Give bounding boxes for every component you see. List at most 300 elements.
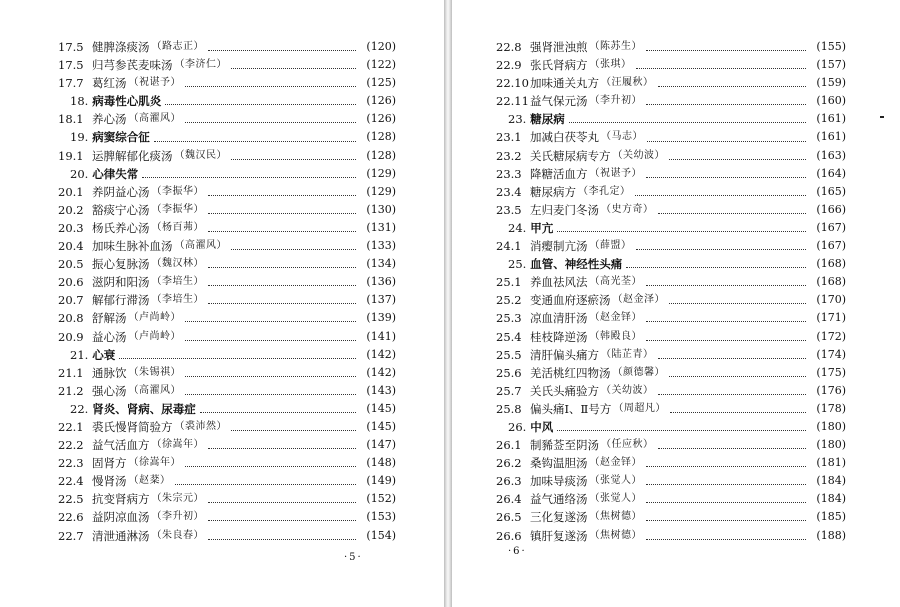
entry-author: （赵金泽） — [612, 294, 665, 306]
dot-leader — [185, 375, 356, 377]
entry-number: 25.2 — [496, 293, 522, 308]
entry-author: （赵金铎） — [589, 457, 642, 469]
entry-page-number: (180) — [816, 419, 846, 433]
entry-page-number: (137) — [366, 293, 396, 307]
entry-author: （李振华） — [151, 203, 204, 215]
entry-title: 甲亢 — [530, 220, 554, 235]
toc-section-heading[interactable] — [58, 400, 396, 418]
dot-leader — [185, 393, 356, 395]
entry-page-number: (139) — [366, 311, 396, 325]
toc-entry[interactable] — [58, 147, 396, 165]
entry-author: （卢尚岭） — [128, 330, 181, 342]
dot-leader — [208, 519, 356, 521]
entry-number: 22.4 — [58, 474, 84, 489]
entry-page-number: (167) — [816, 239, 846, 253]
entry-number: 20.8 — [58, 311, 84, 326]
dot-leader — [208, 230, 356, 232]
entry-title: 中风 — [530, 419, 554, 434]
dot-leader — [670, 411, 806, 413]
dot-leader — [208, 266, 356, 268]
entry-number: 22.9 — [496, 58, 522, 73]
entry-title: 益气保元汤 — [530, 94, 588, 109]
entry-title: 变通血府逐瘀汤 — [530, 293, 611, 308]
entry-author: （朱宗元） — [151, 493, 204, 505]
entry-number: 21.1 — [58, 365, 84, 380]
entry-number: 20.2 — [58, 202, 84, 217]
entry-number: 20.6 — [58, 275, 84, 290]
entry-number: 23.5 — [496, 202, 522, 217]
entry-page-number: (145) — [366, 419, 396, 433]
toc-entry[interactable] — [58, 273, 396, 291]
entry-title: 加味通关丸方 — [530, 76, 599, 91]
entry-title: 豁痰宁心汤 — [92, 202, 150, 217]
entry-number: 21.2 — [58, 383, 84, 398]
entry-title: 益心汤 — [92, 329, 127, 344]
entry-title: 运脾解郁化痰汤 — [92, 148, 173, 163]
entry-author: （周超凡） — [613, 402, 666, 414]
entry-title: 镇肝复遂汤 — [530, 528, 588, 543]
entry-page-number: (188) — [816, 528, 846, 542]
entry-page-number: (159) — [816, 76, 846, 90]
entry-author: （薛盟） — [589, 240, 632, 252]
entry-author: （卢尚岭） — [128, 312, 181, 324]
dot-leader — [646, 538, 806, 540]
toc-entry[interactable] — [58, 309, 396, 327]
entry-title: 左归麦门冬汤 — [530, 202, 599, 217]
entry-page-number: (168) — [816, 257, 846, 271]
toc-section-heading[interactable] — [58, 346, 396, 364]
entry-title: 益气通络汤 — [530, 492, 588, 507]
entry-title: 桂枝降逆汤 — [530, 329, 588, 344]
entry-number: 22.11 — [496, 94, 529, 109]
dot-leader — [231, 248, 356, 250]
dot-leader — [636, 67, 807, 69]
entry-page-number: (180) — [816, 438, 846, 452]
toc-entry[interactable] — [58, 436, 396, 454]
entry-page-number: (142) — [366, 347, 396, 361]
entry-title: 偏头痛Ⅰ、Ⅱ号方 — [530, 401, 612, 416]
toc-entry[interactable] — [496, 490, 846, 508]
entry-title: 病窦综合征 — [92, 130, 150, 145]
dot-leader — [185, 339, 356, 341]
dot-leader — [646, 320, 806, 322]
entry-page-number: (178) — [816, 401, 846, 415]
page-number: ·5· — [344, 552, 363, 563]
dot-leader — [658, 85, 807, 87]
entry-page-number: (176) — [816, 383, 846, 397]
entry-number: 22. — [70, 401, 89, 416]
entry-number: 25.8 — [496, 401, 522, 416]
toc-entry[interactable] — [58, 201, 396, 219]
toc-entry[interactable] — [58, 328, 396, 346]
dot-leader — [646, 103, 806, 105]
entry-number: 22.8 — [496, 40, 522, 54]
entry-title: 肾炎、肾病、尿毒症 — [92, 401, 196, 416]
entry-page-number: (128) — [366, 148, 396, 162]
toc-entry[interactable] — [58, 291, 396, 309]
entry-title: 糖尿病方 — [530, 184, 576, 199]
entry-number: 25. — [508, 257, 527, 272]
dot-leader — [185, 320, 356, 322]
dot-leader — [647, 140, 806, 142]
dot-leader — [669, 158, 806, 160]
entry-number: 25.5 — [496, 347, 522, 362]
entry-author: （赵金铎） — [589, 312, 642, 324]
entry-author: （高濯风） — [128, 113, 181, 125]
dot-leader — [646, 176, 806, 178]
entry-page-number: (167) — [816, 220, 846, 234]
dot-leader — [200, 411, 356, 413]
stray-mark — [880, 116, 884, 118]
dot-leader — [154, 140, 356, 142]
entry-number: 23.3 — [496, 166, 522, 181]
entry-page-number: (161) — [816, 130, 846, 144]
dot-leader — [208, 194, 356, 196]
entry-title: 关氏糖尿病专方 — [530, 148, 611, 163]
toc-list-left — [58, 38, 396, 545]
toc-entry[interactable] — [496, 92, 846, 110]
toc-entry[interactable] — [496, 364, 846, 382]
dot-leader — [208, 302, 356, 304]
entry-page-number: (122) — [366, 58, 396, 72]
toc-entry[interactable] — [496, 183, 846, 201]
dot-leader — [646, 483, 806, 485]
entry-page-number: (171) — [816, 311, 846, 325]
entry-author: （颜德馨） — [612, 366, 665, 378]
toc-entry[interactable] — [496, 454, 846, 472]
entry-number: 26.5 — [496, 510, 522, 525]
entry-number: 23. — [508, 112, 527, 127]
entry-author: （李振华） — [151, 185, 204, 197]
dot-leader — [231, 429, 356, 431]
toc-list-right — [496, 38, 846, 545]
entry-author: （任应秋） — [601, 439, 654, 451]
entry-number: 20.3 — [58, 220, 84, 235]
toc-entry[interactable] — [58, 364, 396, 382]
entry-author: （韩殿良） — [589, 330, 642, 342]
entry-number: 26.2 — [496, 456, 522, 471]
dot-leader — [658, 212, 807, 214]
entry-title: 养阴益心汤 — [92, 184, 150, 199]
entry-number: 18. — [70, 94, 89, 109]
entry-title: 养心汤 — [92, 112, 127, 127]
entry-number: 20.4 — [58, 239, 84, 254]
dot-leader — [119, 357, 356, 359]
dot-leader — [208, 538, 356, 540]
entry-title: 桑钩温胆汤 — [530, 456, 588, 471]
entry-author: （徐嵩年） — [128, 457, 181, 469]
toc-entry[interactable] — [496, 74, 846, 92]
toc-entry[interactable] — [58, 110, 396, 128]
entry-number: 17.5 — [58, 40, 84, 54]
entry-title: 凉血清肝汤 — [530, 311, 588, 326]
entry-page-number: (165) — [816, 184, 846, 198]
entry-number: 26.4 — [496, 492, 522, 507]
toc-entry[interactable] — [496, 346, 846, 364]
entry-number: 26. — [508, 419, 527, 434]
toc-entry[interactable] — [496, 472, 846, 490]
toc-entry[interactable] — [496, 201, 846, 219]
toc-entry[interactable] — [496, 165, 846, 183]
entry-number: 17.7 — [58, 76, 84, 91]
entry-author: （祝谌予） — [589, 167, 642, 179]
entry-author: （陈苏生） — [589, 41, 642, 52]
toc-entry[interactable] — [58, 508, 396, 526]
entry-number: 20.7 — [58, 293, 84, 308]
entry-title: 振心复脉汤 — [92, 257, 150, 272]
entry-page-number: (164) — [816, 166, 846, 180]
entry-title: 心衰 — [92, 347, 116, 362]
dot-leader — [646, 339, 806, 341]
dot-leader — [658, 357, 807, 359]
toc-entry[interactable] — [58, 38, 396, 56]
dot-leader — [636, 248, 807, 250]
entry-title: 通脉饮 — [92, 365, 127, 380]
entry-title: 强肾泄浊煎 — [530, 40, 588, 54]
toc-section-heading[interactable] — [58, 165, 396, 183]
entry-author: （裘沛然） — [174, 420, 227, 432]
entry-number: 24.1 — [496, 239, 522, 254]
entry-title: 健脾涤痰汤 — [92, 40, 150, 54]
toc-entry[interactable] — [496, 38, 846, 56]
entry-title: 益气活血方 — [92, 438, 150, 453]
entry-title: 张氏肾病方 — [530, 58, 588, 73]
entry-title: 加味生脉补血汤 — [92, 239, 173, 254]
entry-number: 22.6 — [58, 510, 84, 525]
entry-page-number: (168) — [816, 275, 846, 289]
entry-number: 26.3 — [496, 474, 522, 489]
entry-title: 裘氏慢肾简验方 — [92, 419, 173, 434]
entry-number: 23.1 — [496, 130, 522, 145]
entry-author: （祝谌予） — [128, 77, 181, 89]
toc-entry[interactable] — [496, 291, 846, 309]
entry-number: 23.4 — [496, 184, 522, 199]
entry-title: 归芎参芪麦味汤 — [92, 58, 173, 73]
toc-entry[interactable] — [58, 490, 396, 508]
dot-leader — [635, 194, 807, 196]
entry-page-number: (128) — [366, 130, 396, 144]
entry-author: （赵棻） — [128, 475, 171, 487]
toc-entry[interactable] — [58, 74, 396, 92]
entry-page-number: (172) — [816, 329, 846, 343]
toc-entry[interactable] — [496, 382, 846, 400]
entry-author: （汪履秋） — [601, 77, 654, 89]
entry-author: （朱良春） — [151, 529, 204, 541]
toc-entry[interactable] — [58, 472, 396, 490]
toc-entry[interactable] — [496, 128, 846, 146]
entry-author: （李济仁） — [174, 59, 227, 71]
toc-entry[interactable] — [496, 56, 846, 74]
entry-page-number: (161) — [816, 112, 846, 126]
toc-entry[interactable] — [496, 328, 846, 346]
dot-leader — [646, 49, 806, 51]
dot-leader — [231, 158, 356, 160]
dot-leader — [208, 212, 356, 214]
dot-leader — [165, 103, 356, 105]
toc-entry[interactable] — [496, 436, 846, 454]
toc-entry[interactable] — [58, 219, 396, 237]
entry-title: 滋阴和阳汤 — [92, 275, 150, 290]
entry-number: 21. — [70, 347, 89, 362]
left-page — [0, 0, 444, 607]
entry-author: （高濯风） — [174, 240, 227, 252]
entry-number: 22.3 — [58, 456, 84, 471]
entry-number: 26.1 — [496, 438, 522, 453]
entry-page-number: (148) — [366, 456, 396, 470]
dot-leader — [669, 302, 806, 304]
entry-page-number: (145) — [366, 401, 396, 415]
entry-author: （陆芷青） — [601, 348, 654, 360]
entry-page-number: (129) — [366, 184, 396, 198]
dot-leader — [646, 465, 806, 467]
entry-author: （史方奇） — [601, 203, 654, 215]
toc-entry[interactable] — [496, 273, 846, 291]
entry-title: 解郁行滞汤 — [92, 293, 150, 308]
entry-title: 羌活桃红四物汤 — [530, 365, 611, 380]
entry-title: 养血祛风法 — [530, 275, 588, 290]
entry-page-number: (126) — [366, 112, 396, 126]
toc-entry[interactable] — [58, 418, 396, 436]
entry-title: 消瘿制亢汤 — [530, 239, 588, 254]
entry-title: 心律失常 — [92, 166, 139, 181]
entry-author: （关幼波） — [601, 384, 654, 396]
entry-title: 降糖活血方 — [530, 166, 588, 181]
toc-section-heading[interactable] — [58, 92, 396, 110]
entry-title: 强心汤 — [92, 383, 127, 398]
toc-entry[interactable] — [58, 382, 396, 400]
dot-leader — [658, 393, 807, 395]
entry-number: 25.6 — [496, 365, 522, 380]
entry-author: （魏汉林） — [151, 258, 204, 270]
toc-section-heading[interactable] — [496, 418, 846, 436]
toc-entry[interactable] — [58, 183, 396, 201]
entry-author: （焦树德） — [589, 511, 642, 523]
dot-leader — [208, 284, 356, 286]
page-number: ·6· — [508, 546, 527, 557]
entry-page-number: (141) — [366, 329, 396, 343]
entry-author: （魏汉民） — [174, 149, 227, 161]
entry-title: 加味导痰汤 — [530, 474, 588, 489]
entry-page-number: (143) — [366, 383, 396, 397]
entry-number: 19.1 — [58, 148, 84, 163]
entry-number: 23.2 — [496, 148, 522, 163]
dot-leader — [208, 447, 356, 449]
toc-section-heading[interactable] — [58, 128, 396, 146]
entry-page-number: (160) — [816, 94, 846, 108]
dot-leader — [669, 375, 806, 377]
entry-title: 三化复遂汤 — [530, 510, 588, 525]
entry-author: （马志） — [601, 131, 643, 143]
entry-page-number: (134) — [366, 257, 396, 271]
toc-entry[interactable] — [58, 237, 396, 255]
right-page — [452, 0, 900, 607]
entry-number: 22.5 — [58, 492, 84, 507]
entry-title: 清泄通淋汤 — [92, 528, 150, 543]
entry-page-number: (152) — [366, 492, 396, 506]
entry-title: 血管、神经性头痛 — [530, 257, 623, 272]
entry-title: 舒解汤 — [92, 311, 127, 326]
entry-author: （李培生） — [151, 276, 204, 288]
toc-section-heading[interactable] — [496, 219, 846, 237]
entry-number: 22.7 — [58, 528, 84, 543]
entry-page-number: (131) — [366, 220, 396, 234]
entry-number: 25.4 — [496, 329, 522, 344]
entry-page-number: (120) — [366, 40, 396, 53]
toc-entry[interactable] — [58, 454, 396, 472]
toc-entry[interactable] — [496, 527, 846, 545]
entry-author: （张觉人） — [589, 475, 642, 487]
entry-author: （高濯风） — [128, 384, 181, 396]
entry-title: 清肝偏头痛方 — [530, 347, 599, 362]
entry-page-number: (126) — [366, 94, 396, 108]
dot-leader — [142, 176, 356, 178]
dot-leader — [185, 85, 356, 87]
entry-number: 20.1 — [58, 184, 84, 199]
entry-page-number: (142) — [366, 365, 396, 379]
dot-leader — [646, 501, 806, 503]
entry-page-number: (149) — [366, 474, 396, 488]
dot-leader — [208, 501, 356, 503]
toc-entry[interactable] — [58, 527, 396, 545]
toc-entry[interactable] — [496, 400, 846, 418]
entry-page-number: (129) — [366, 166, 396, 180]
toc-section-heading[interactable] — [496, 255, 846, 273]
entry-page-number: (153) — [366, 510, 396, 524]
toc-entry[interactable] — [496, 237, 846, 255]
entry-author: （张觉人） — [589, 493, 642, 505]
entry-title: 加减白茯苓丸 — [530, 130, 599, 145]
entry-author: （杨百茀） — [151, 221, 204, 233]
entry-title: 葛红汤 — [92, 76, 127, 91]
entry-number: 20. — [70, 166, 89, 181]
dot-leader — [175, 483, 357, 485]
entry-page-number: (133) — [366, 239, 396, 253]
toc-entry[interactable] — [58, 255, 396, 273]
entry-title: 糖尿病 — [530, 112, 565, 127]
entry-title: 慢肾汤 — [92, 474, 127, 489]
entry-page-number: (185) — [816, 510, 846, 524]
dot-leader — [208, 49, 356, 51]
entry-page-number: (154) — [366, 528, 396, 542]
entry-title: 益阴凉血汤 — [92, 510, 150, 525]
entry-number: 25.1 — [496, 275, 522, 290]
entry-page-number: (174) — [816, 347, 846, 361]
dot-leader — [646, 284, 806, 286]
entry-page-number: (170) — [816, 293, 846, 307]
entry-page-number: (166) — [816, 202, 846, 216]
entry-author: （关幼波） — [612, 149, 665, 161]
entry-title: 固肾方 — [92, 456, 127, 471]
entry-author: （路志正） — [151, 41, 204, 52]
entry-author: （张琪） — [589, 59, 632, 71]
entry-number: 20.5 — [58, 257, 84, 272]
entry-author: （徐嵩年） — [151, 439, 204, 451]
toc-section-heading[interactable] — [496, 110, 846, 128]
entry-page-number: (136) — [366, 275, 396, 289]
toc-entry[interactable] — [496, 309, 846, 327]
dot-leader — [557, 429, 806, 431]
dot-leader — [557, 230, 806, 232]
entry-page-number: (125) — [366, 76, 396, 90]
entry-number: 24. — [508, 220, 527, 235]
book-gutter — [444, 0, 452, 607]
entry-number: 25.3 — [496, 311, 522, 326]
toc-entry[interactable] — [496, 147, 846, 165]
toc-entry[interactable] — [496, 508, 846, 526]
dot-leader — [569, 121, 806, 123]
toc-entry[interactable] — [58, 56, 396, 74]
entry-number: 18.1 — [58, 112, 84, 127]
